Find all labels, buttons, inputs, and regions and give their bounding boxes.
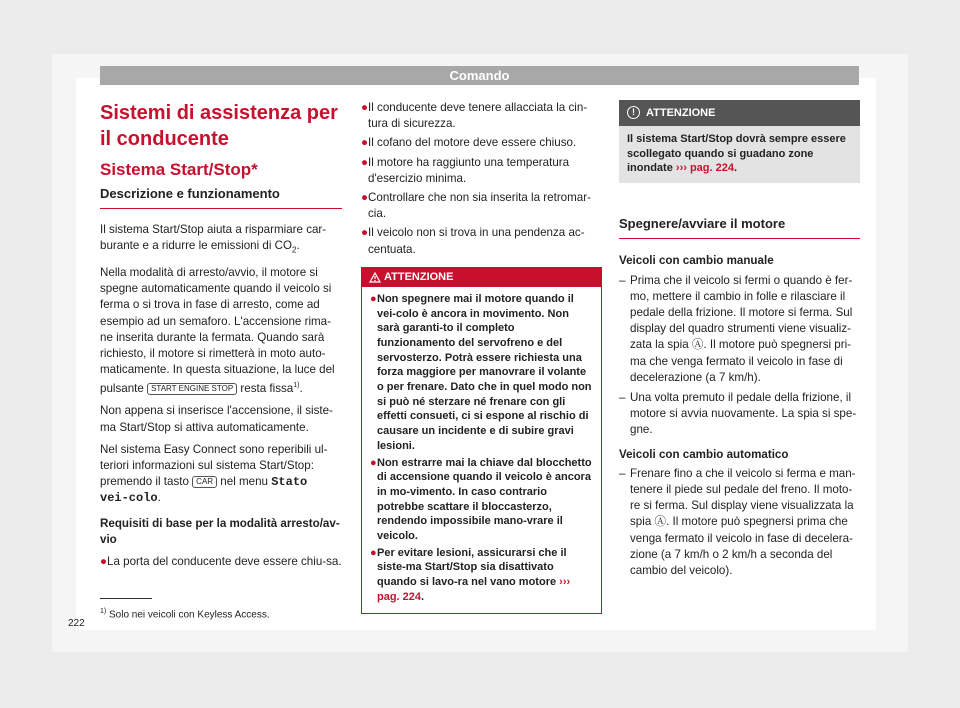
bullet-icon: ● [100,555,108,569]
mode-paragraph: Nella modalità di arresto/avvio, il motore si spegne automaticamente quando il veicolo si ferma o si trova in fase di arresto, come ad esempio ad un semaforo. L'accensione rima-ne inserita durante la fermata. Quando sarà richiesto, il motore si rimetterà in moto auto-maticamente. In questa situazione, la luce del pulsante START ENGINE STOP resta fissa$^{1)}$. [100,265,335,396]
list-item: – Prima che il veicolo si fermi o quando è fer-mo, mettere il cambio in folle e rilasciare il pedale della frizione. Il motore si ferma. Sul display del quadro strumenti viene visualiz-zata la spia Ⓐ. Il motore può spegnersi pri-ma che venga fermato il veicolo in fase di decelerazione (a 7 km/h). [619,273,853,384]
list-item: ● Il conducente deve tenere allacciata la cin-tura di sicurezza. [361,100,602,132]
manual-heading: Veicoli con cambio manuale [619,254,774,268]
activation-paragraph: Non appena si inserisce l'accensione, il siste-ma Start/Stop si attiva automaticamente. [100,404,333,434]
bullet-icon: ● [361,155,369,169]
footnote-divider [100,598,152,599]
subsection-title: Spegnere/avviare il motore [619,216,860,239]
column-1 [100,100,342,573]
column-3 [619,100,860,583]
subsection-title: Descrizione e funzionamento [100,186,342,209]
bullet-icon: ● [361,136,369,150]
info-icon: ! [627,106,640,119]
bullet-icon: ● [361,226,369,240]
list-item: ● Controllare che non sia inserita la retromar-cia. [361,190,602,222]
menu-name: Stato vei-colo [100,475,308,506]
page-title: Sistemi di assistenza per il conducente [100,102,338,150]
note-header: ! ATTENZIONE [619,100,860,126]
bullet-icon: ● [361,191,369,205]
bullet-icon: ● [370,546,377,559]
warning-header: ATTENZIONE [362,268,601,287]
list-item: ● Non spegnere mai il motore quando il vei-colo è ancora in movimento. Non sarà garanti-to il completo funzionamento del servofreno e del servosterzo. Potrà essere richiesta una forza maggiore per manovrare il volante o per frenare. Dato che in quel modo non si può né sterzare né frenare con gli effetti consueti, ci si espone al rischio di causare un incidente e di subire gravi lesioni. [370,292,592,452]
warning-box [361,267,602,614]
list-item: ● La porta del conducente deve essere chiu-sa. [100,554,342,570]
car-key: CAR [192,476,217,488]
column-2 [361,100,602,614]
note-box [619,100,860,183]
page-link[interactable]: ››› pag. 224 [675,162,734,175]
bullet-icon: ● [361,101,369,114]
page-link[interactable]: ››› pag. 224 [377,576,571,603]
warning-body [362,287,601,613]
note-body: Il sistema Start/Stop dovrà sempre essere scollegato quando si guadano zone inondate ››› pag. 224. [619,126,860,183]
page-number: 222 [68,618,85,629]
list-item: – Una volta premuto il pedale della frizione, il motore si avvia nuovamente. La spia si spe-gne. [619,390,857,437]
list-item: ● Il cofano del motore deve essere chiuso. [361,135,602,151]
list-item: ● Per evitare lesioni, assicurarsi che il siste-ma Start/Stop sia disattivato quando si lavo-ra nel vano motore ››› pag. 224. [370,546,571,603]
bullet-icon: ● [370,292,377,305]
intro-paragraph: Il sistema Start/Stop aiuta a risparmiare car-burante e a ridurre le emissioni di $CO_2$. [100,223,327,255]
warning-triangle-icon [369,272,381,283]
start-engine-stop-key: START ENGINE STOP [147,383,237,395]
list-item: ● Il veicolo non si trova in una pendenza ac-centuata. [361,225,602,257]
automatic-heading: Veicoli con cambio automatico [619,447,789,461]
section-title: Sistema Start/Stop* [100,160,258,179]
section-header: Comando [100,66,859,85]
list-item: ● Il motore ha raggiunto una temperatura d'esercizio minima. [361,155,602,187]
footnote-ref: 1) [293,382,300,390]
list-item: ● Non estrarre mai la chiave dal blocchetto di accensione quando il veicolo è ancora in mo-vimento. In caso contrario potrebbe scattare il bloccasterzo, rendendo impossibile mano-vrare il veicolo. [370,456,592,543]
easy-connect-paragraph: Nel sistema Easy Connect sono reperibili ul-teriori informazioni sul sistema Start/Stop: premendo il tasto CAR nel menu Stato vei-colo. [100,442,328,506]
list-item: – Frenare fino a che il veicolo si ferma e man-tenere il piede sul pedale del freno. Il moto-re si ferma. Sul display viene visualizzata la spia Ⓐ. Il motore può spegnersi prima che venga fermato il veicolo in fase di decelera-zione (a 7 km/h o 2 km/h a seconda del cambio del veicolo). [619,466,856,577]
footnote: $^{1)}$ Solo nei veicoli con Keyless Access. [100,608,270,621]
bullet-icon: ● [370,456,377,469]
requirements-heading: Requisiti di base per la modalità arresto/av-vio [100,516,340,546]
